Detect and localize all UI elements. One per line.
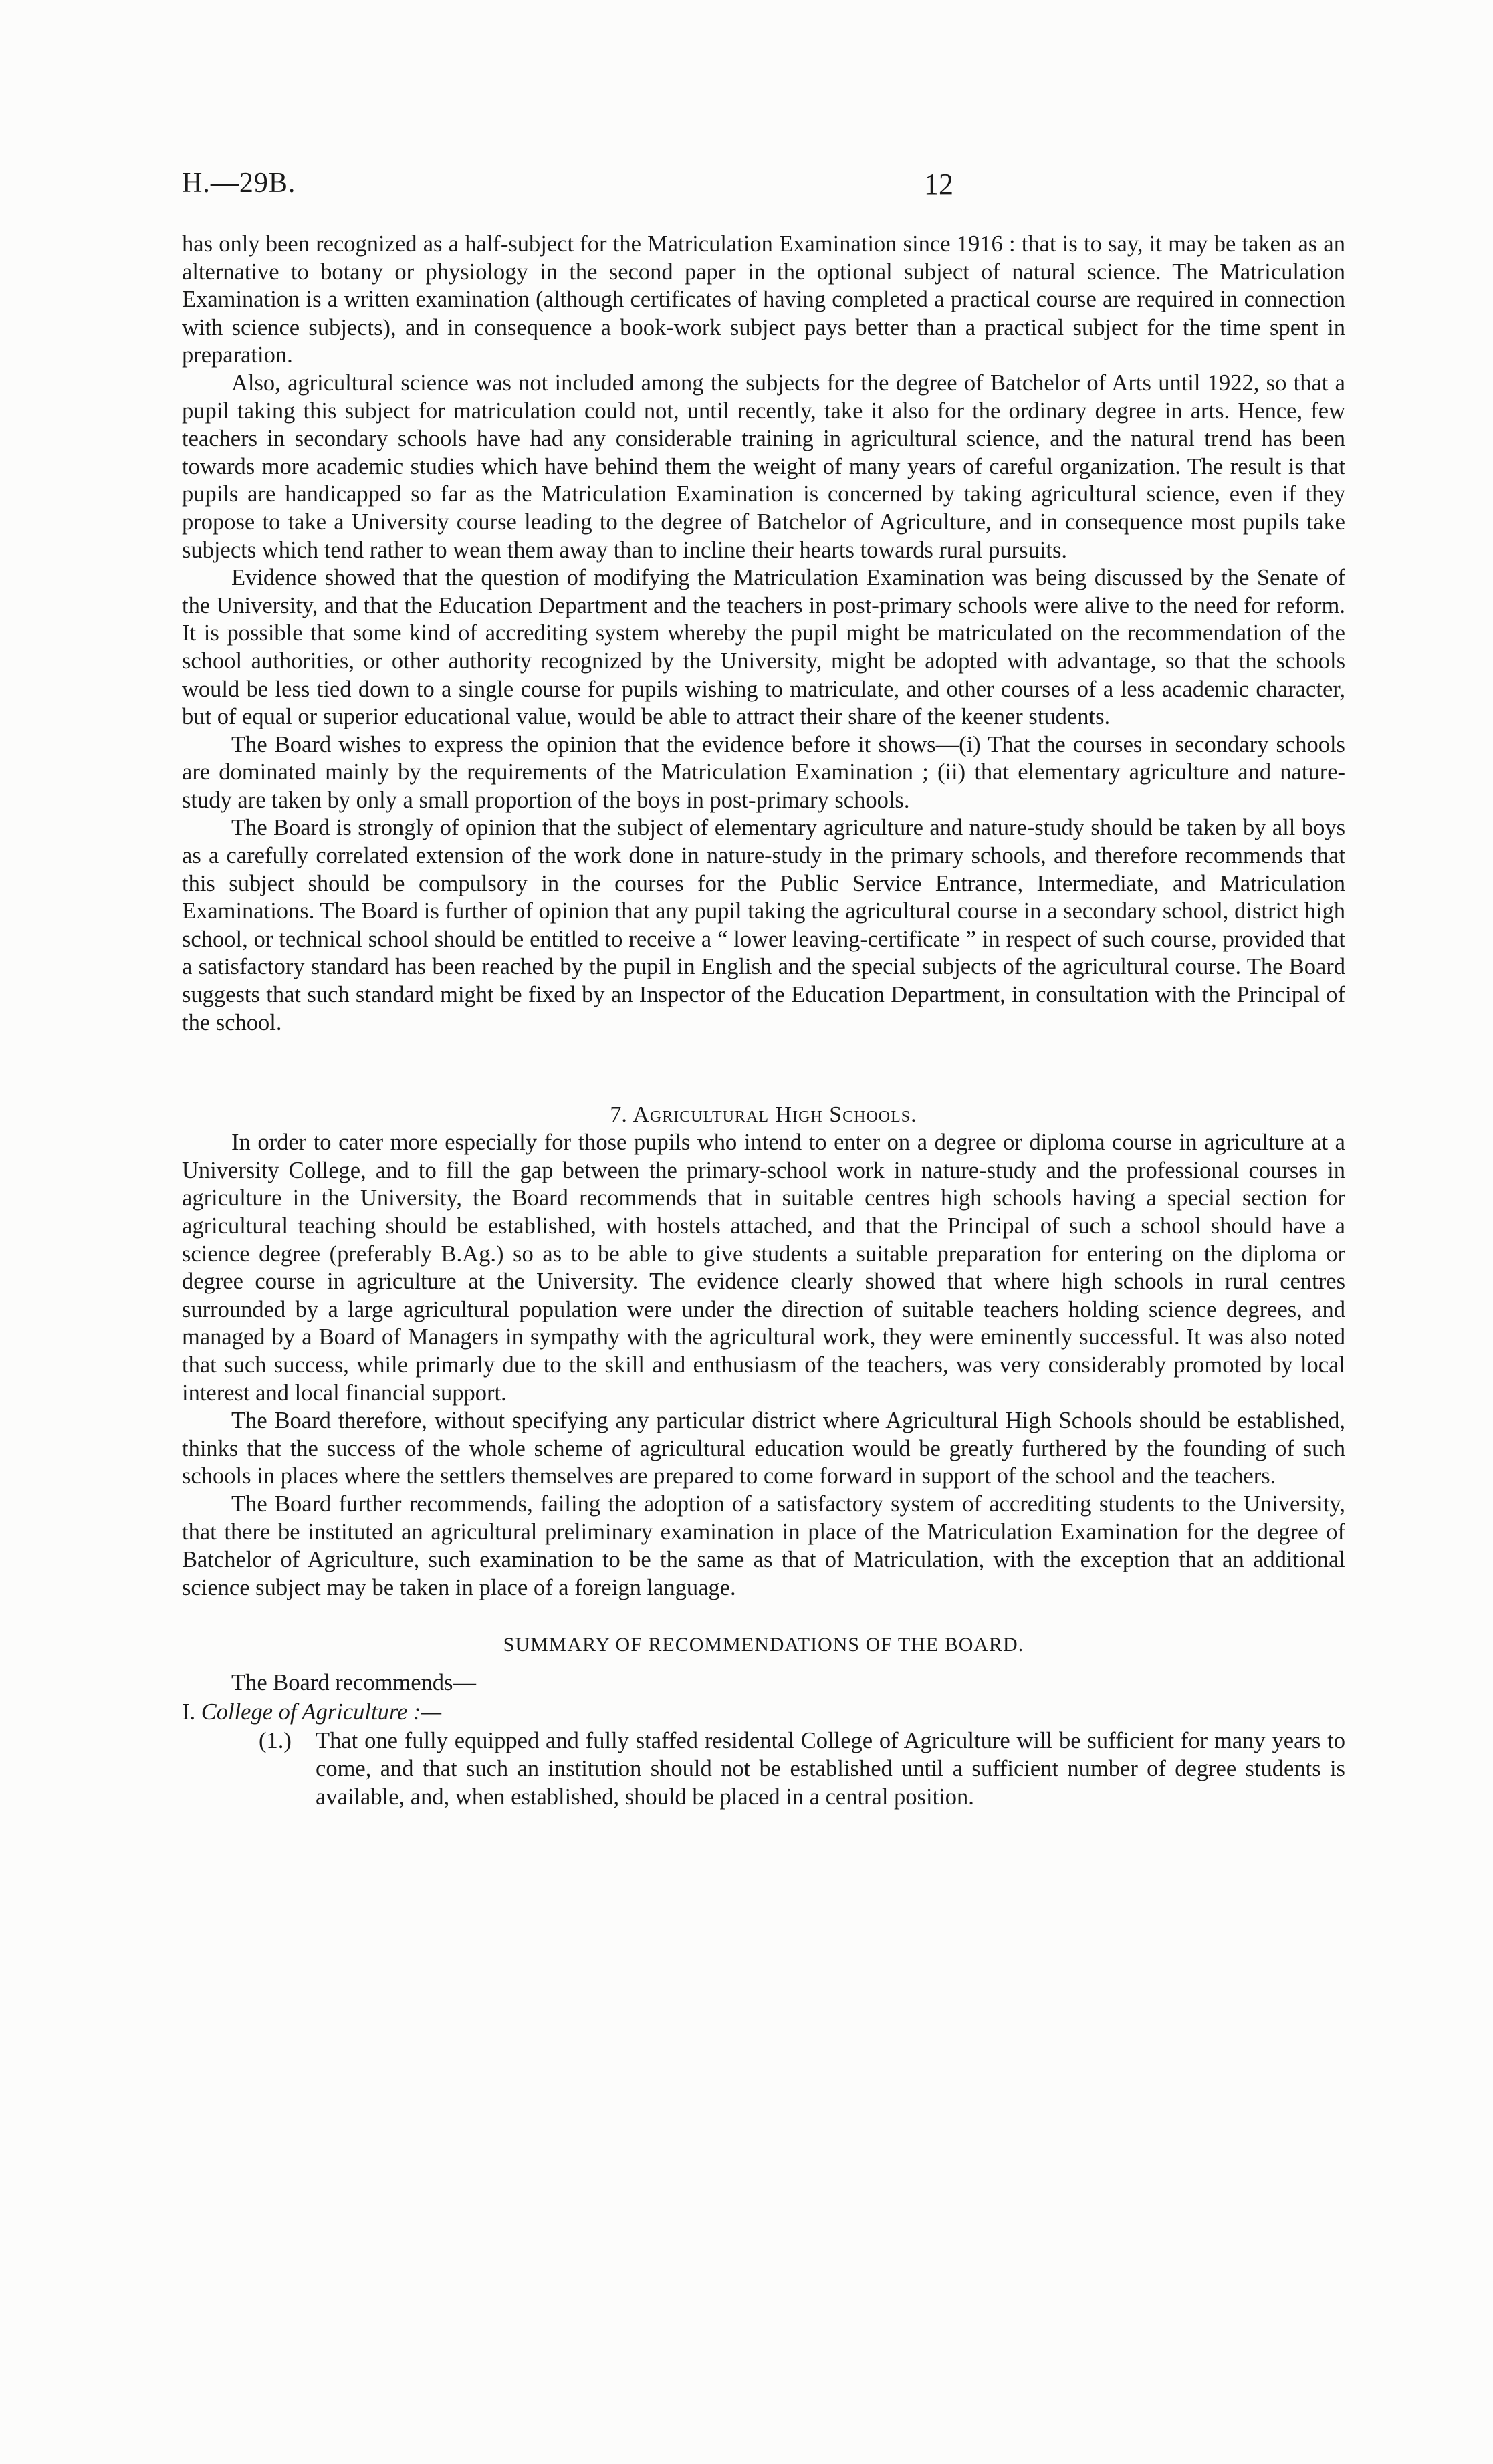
section-heading	[182, 1101, 1345, 1129]
summary-title: SUMMARY OF RECOMMENDATIONS OF THE BOARD.	[503, 1634, 1024, 1656]
section-number: 7.	[610, 1102, 627, 1128]
paragraph: The Board is strongly of opinion that the subject of elementary agriculture and nature-study should be taken by all boys as a carefully correlated extension of the work done in nature-study in the primary schools, and therefore recommends that this subject should be compulsory in the courses for the Public Service Entrance, Intermediate, and Matriculation Examinations. The Board is further of opinion that any pupil taking the agricultural course in a secondary school, district high school, or technical school should be entitled to receive a “ lower leaving-certificate ” in respect of such course, provided that a satisfactory standard has been reached by the pupil in English and the special subjects of the agricultural course. The Board suggests that such standard might be fixed by an Inspector of the Education Department, in consultation with the Principal of the school.	[182, 815, 1345, 1035]
section-spacer	[182, 1602, 1345, 1631]
paragraph: The Board wishes to express the opinion that the evidence before it shows—(i) That the courses in secondary schools are dominated mainly by the requirements of the Matriculation Examination ; (ii) that elementary agriculture and nature-study are taken by only a small proportion of the boys in post-primary schools.	[182, 731, 1345, 813]
recommendation-number: (1.)	[259, 1728, 292, 1754]
recommendation-text: That one fully equipped and fully staffed residental College of Agriculture will be sufficient for many years to come, and that such an institution should not be established until a sufficient number of degree students is available, and, when established, should be placed in a central position.	[316, 1728, 1345, 1810]
section-title: Agricultural High Schools.	[633, 1102, 917, 1128]
recommendation-item	[259, 1727, 1345, 1811]
paragraph: The Board therefore, without specifying any particular district where Agricultural High Schools should be established, thinks that the success of the whole scheme of agricultural education would be greatly furthered by the founding of such schools in places where the settlers themselves are prepared to come forward in support of the school and the teachers.	[182, 1408, 1345, 1489]
document-reference: H.—29B.	[182, 168, 296, 199]
summary-lead: The Board recommends—	[231, 1670, 476, 1696]
paragraph: has only been recognized as a half-subject for the Matriculation Examination since 1916 : that is to say, it may be taken as an alternative to botany or physiology in the second paper in the optional subject of natural science. The Matriculation Examination is a written examination (although certificates of having completed a practical course are required in connection with science subjects), and in consequence a book-work subject pays better than a practical subject for the time spent in preparation.	[182, 231, 1345, 368]
paragraph: Also, agricultural science was not included among the subjects for the degree of Batchelor of Arts until 1922, so that a pupil taking this subject for matriculation could not, until recently, take it also for the ordinary degree in arts. Hence, few teachers in secondary schools have had any considerable training in agricultural science, and the natural trend has been towards more academic studies which have behind them the weight of many years of careful organization. The result is that pupils are handicapped so far as the Matriculation Examination is concerned by taking agricultural science, even if they propose to take a University course leading to the degree of Batchelor of Agriculture, and in consequence most pupils take subjects which tend rather to wean them away than to incline their hearts towards rural pursuits.	[182, 370, 1345, 563]
paragraph: Evidence showed that the question of modifying the Matriculation Examination was being discussed by the Senate of the University, and that the Education Department and the teachers in post-primary schools were alive to the need for reform. It is possible that some kind of accrediting system whereby the pupil might be matriculated on the recommendation of the school authorities, or other authority recognized by the University, might be adopted with advantage, so that the schools would be less tied down to a single course for pupils wishing to matriculate, and other courses of a less academic character, but of equal or superior educational value, would be able to attract their share of the keener students.	[182, 565, 1345, 730]
page-body	[182, 231, 1345, 1811]
paragraph: In order to cater more especially for those pupils who intend to enter on a degree or diploma course in agriculture at a University College, and to fill the gap between the primary-school work in nature-study and the professional courses in agriculture in the University, the Board recommends that in suitable centres high schools having a special section for agricultural teaching should be established, with hostels attached, and that the Principal of such a school should have a science degree (preferably B.Ag.) so as to be able to give students a suitable preparation for entering on the diploma or degree course in agriculture at the University. The evidence clearly showed that where high schools in rural centres surrounded by a large agricultural population were under the direction of suitable teachers holding science degrees, and managed by a Board of Managers in sympathy with the agricultural work, they were eminently successful. It was also noted that such success, while primarly due to the skill and enthusiasm of the teachers, was very considerably promoted by local interest and local financial support.	[182, 1130, 1345, 1406]
page-number: 12	[924, 168, 953, 201]
summary-section-number: I.	[182, 1699, 196, 1725]
page-header	[182, 167, 1345, 207]
paragraph: The Board further recommends, failing the adoption of a satisfactory system of accrediting students to the University, that there be instituted an agricultural preliminary examination in place of the Matriculation Examination for the degree of Batchelor of Agriculture, such examination to be the same as that of Matriculation, with the exception that an additional science subject may be taken in place of a foreign language.	[182, 1491, 1345, 1600]
summary-section-title: College of Agriculture :—	[201, 1699, 442, 1725]
section-spacer	[182, 1037, 1345, 1101]
summary-section-label	[182, 1697, 1345, 1727]
